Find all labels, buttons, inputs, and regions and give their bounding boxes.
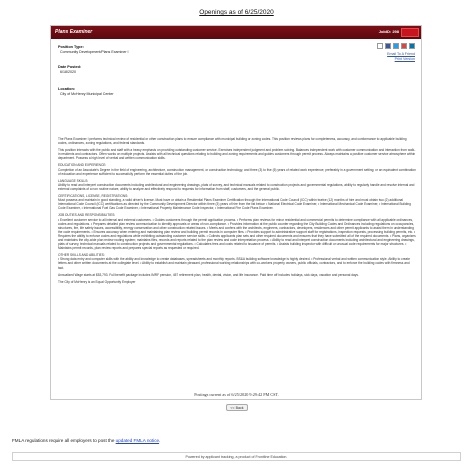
date-posted-label: Date Posted: xyxy=(58,65,82,69)
google-plus-icon[interactable] xyxy=(401,43,407,49)
job-posting-panel xyxy=(50,25,422,400)
description-paragraph: Annualized Wage starts at $53,793. Full benefit package includes IMRF pension, 457 retirement plan, health, dental, vision, and life insurance. Paid time off includes holidays, sick days, vacation and personal days. xyxy=(58,272,359,277)
facebook-icon[interactable] xyxy=(385,43,391,49)
description-heading: CERTIFICATIONS, LICENSE, REGISTRATIONS: xyxy=(58,194,129,199)
share-icon[interactable] xyxy=(377,43,383,49)
description-heading: EDUCATION AND EXPERIENCE: xyxy=(58,163,107,168)
share-icons xyxy=(377,43,415,49)
description-paragraph: The Plans Examiner I performs technical review of residential or other construction plans to ensure compliance with municipal building or zoning codes. This position reviews plans for completeness, accuracy, and conformance to applicable building codes, ordinances, zoning regulations, and federal standards. xyxy=(58,137,407,146)
job-header-bar xyxy=(51,26,421,39)
fmla-end: . xyxy=(159,438,161,443)
description-paragraph: Must possess and maintain in good standing, a valid driver's license. Must have or obtain a Residential Plans Examiner Certification through the International Code Council (ICC) within twelve (12) months of hire and must obtain two (2) additional International Code Council (ICC) certifications as directed by the Community Development Director within three (3) years of hire from the list below: • National Electrical Code Examiner, • International Mechanical Code Examiner, • International Building Code Examiner, • International Fuel Gas Code Examiner, • International Property Maintenance Code Inspector, • International Fire Code Plans Examiner. xyxy=(58,198,411,211)
location-value: City of McHenry Municipal Center xyxy=(60,92,114,96)
back-button[interactable]: << Back xyxy=(226,404,248,411)
description-heading: OTHER SKILLS AND ABILITIES: xyxy=(58,253,105,258)
description-paragraph: • Excellent customer service to all internal and external customers. • Guides customers through the permit application process. • Performs plan reviews for minor residential and commercial permits to determine compliance with all applicable ordinances, codes and regulations. • Prepares detailed plan review communication to identify approvals or areas of non-compliance. • Provides information at the public counter regarding the City Building Codes and Ordinances including regulations on occupancies, structures, fire, life safety issues, accessibility, energy conservation and other construction related issues. • Meets and confers with the architects, engineers, contractors, developers, residences and other permit applicants to assist them in understanding the code requirements. • Ensures accuracy when entering and maintaining plan review and building permit records in computer files. • Provides support to administrative support staff for registrations, inspection requests, processing building permits, etc. • Requires the ability to enforce codes and regulations while exhibiting outstanding customer service skills. • Collects applicants plan sets and other required documents and ensures that they have submitted all of the required documents. • Plans, organizes and maintains the city-wide plan review routing system; maintains files, records and reports related to the plan review and code interpretation process. • Ability to read and interpret construction documents including architectural and engineering drawings, plats of survey, technical manuals related to construction projects and governmental regulations. • Calculates fees and costs related to issuance of permits. • Assists building inspector with difficult or unusual code requirements for major structures. • Maintains permit records, plan review reports and prepares special reports as requested or required. xyxy=(58,217,416,251)
fmla-notice xyxy=(12,438,160,443)
description-paragraph: • Strong data entry and computer skills with the ability and knowledge to create databases, spreadsheets and monthly reports. BS&A building software knowledge is highly desired. • Professional verbal and written communication style. Ability to create letters and other written documents at the collegiate level. • Ability to establish and maintain pleasant, professional working relationships with co-workers property owners, public officials, contractors, and to enforce the building codes with firmness and tact. xyxy=(58,257,410,270)
job-id: JobID: 298 xyxy=(378,29,399,34)
date-posted-value: 6/18/2020 xyxy=(60,70,76,74)
job-title: Plans Examiner xyxy=(55,29,93,35)
description-paragraph: This position interacts with the public and staff with a heavy emphasis on providing outstanding customer service. Exercises independent judgment and problem solving. Balances independent work with customer communication and interaction from walk-in residents and contractors. Often works on multiple projects. Assists with all technical questions relating to building and zoning requirements and guides customers through permit process. Always maintains a positive customer service atmosphere within department. Possess a high level of verbal and written communication skills. xyxy=(58,148,416,161)
print-version-link[interactable]: Print Version xyxy=(394,57,415,61)
description-heading: JOB DUTIES AND RESPONSIBILITIES: xyxy=(58,213,116,218)
fmla-link[interactable]: updated FMLA notice xyxy=(115,438,160,443)
position-type-label: Position Type: xyxy=(58,45,84,49)
job-description xyxy=(58,137,416,287)
posting-current-text: Postings current as of 6/25/2020 9:29:42 PM CST. xyxy=(194,392,279,397)
apply-button[interactable] xyxy=(401,28,419,37)
powered-by-footer: Powered by applicant tracking, a product of Frontline Education. xyxy=(12,452,461,461)
twitter-icon[interactable] xyxy=(393,43,399,49)
description-paragraph: Completion of an Associate's Degree in the field of engineering, architecture, construction management, or construction technology, and three (3) to five (5) years of related work experience; preferably in a government setting; or an equivalent combination of education and experience sufficient to successfully perform the essential duties of the job. xyxy=(58,167,416,176)
description-paragraph: The City of McHenry is an Equal Opportunity Employer xyxy=(58,279,136,284)
fmla-text: FMLA regulations require all employers to post the xyxy=(12,438,116,443)
linkedin-icon[interactable] xyxy=(409,43,415,49)
position-type-value: Community Development/Plans Examiner I xyxy=(60,50,129,54)
description-paragraph: Ability to read and interpret construction documents including architectural and engineering drawings, plats of survey, and technical manuals related to construction projects and governmental regulations, ability to regularly handle and resolve internal and external complaints of a non routine nature, ability to analyze and effectively respond to requests for information from staff, customers, and the general public. xyxy=(58,182,415,191)
location-label: Location: xyxy=(58,87,76,91)
email-friend-link[interactable]: Email To A Friend xyxy=(387,52,415,56)
page-title[interactable]: Openings as of 6/25/2020 xyxy=(199,9,274,16)
description-heading: LANGUAGE SKILLS: xyxy=(58,178,89,183)
